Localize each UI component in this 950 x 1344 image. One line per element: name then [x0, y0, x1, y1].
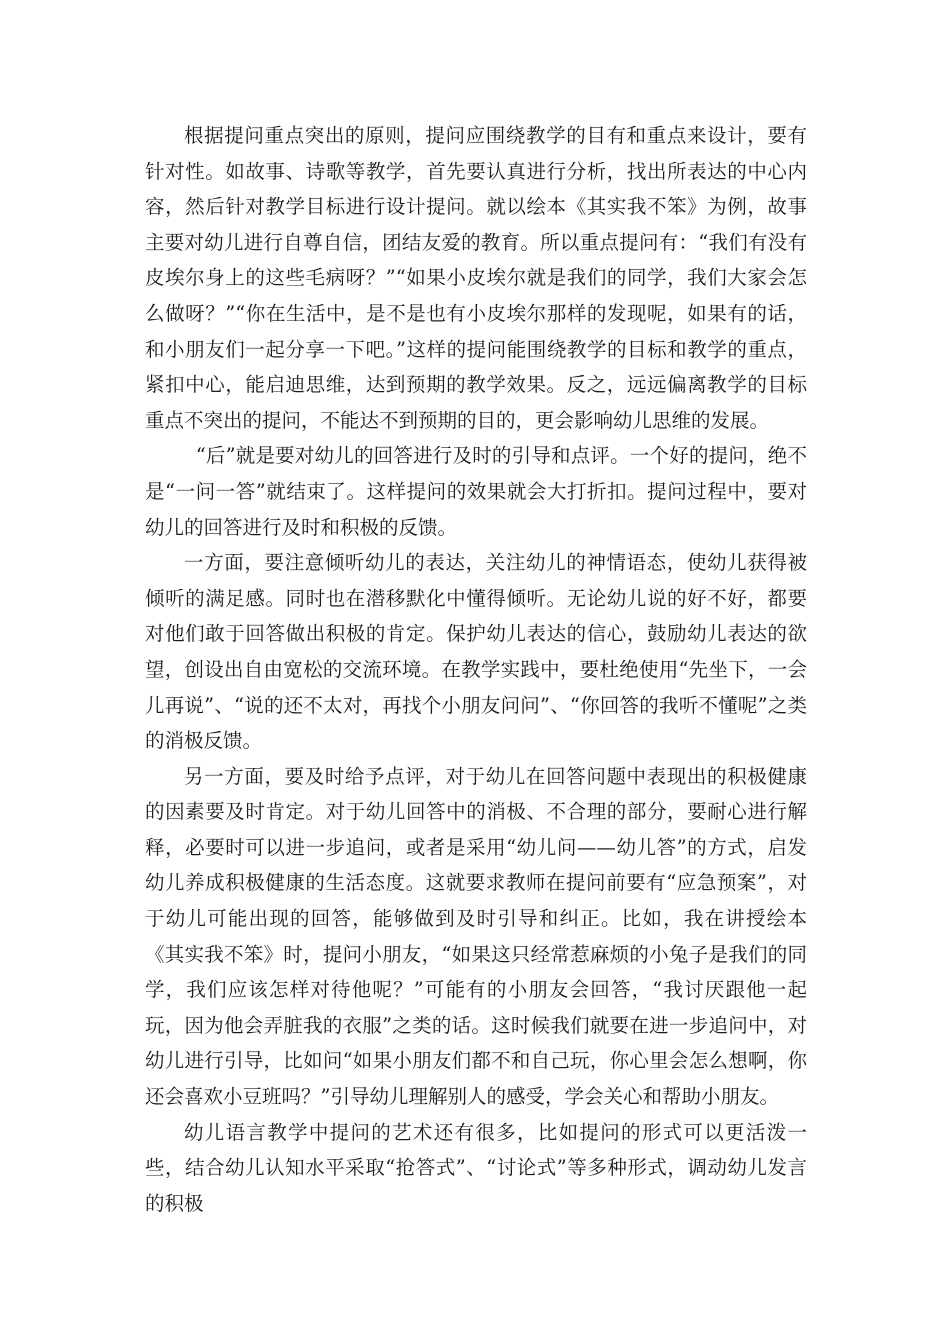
- paragraph-timely-comment: 另一方面，要及时给予点评，对于幼儿在回答问题中表现出的积极健康的因素要及时肯定。对于幼儿回答中的消极、不合理的部分，要耐心进行解释，必要时可以进一步追问，或者是采用“幼儿问——幼儿答”的方式，启发幼儿养成积极健康的生活态度。这就要求教师在提问前要有“应急预案”，对于幼儿可能出现的回答，能够做到及时引导和纠正。比如，我在讲授绘本《其实我不笨》时，提问小朋友，“如果这只经常惹麻烦的小兔子是我们的同学，我们应该怎样对待他呢？”可能有的小朋友会回答，“我讨厌跟他一起玩，因为他会弄脏我的衣服”之类的话。这时候我们就要在进一步追问中，对幼儿进行引导，比如问“如果小朋友们都不和自己玩，你心里会怎么想啊，你还会喜欢小豆班吗？”引导幼儿理解别人的感受，学会关心和帮助小朋友。: [145, 764, 807, 1109]
- document-body: [145, 118, 807, 1221]
- paragraph-listening: 一方面，要注意倾听幼儿的表达，关注幼儿的神情语态，使幼儿获得被倾听的满足感。同时也在潜移默化中懂得倾听。无论幼儿说的好不好，都要对他们敢于回答做出积极的肯定。保护幼儿表达的信心，鼓励幼儿表达的欲望，创设出自由宽松的交流环境。在教学实践中，要杜绝使用“先坐下，一会儿再说”、“说的还不太对，再找个小朋友问问”、“你回答的我听不懂呢”之类的消极反馈。: [145, 551, 807, 753]
- paragraph-after-feedback: “后”就是要对幼儿的回答进行及时的引导和点评。一个好的提问，绝不是“一问一答”就结束了。这样提问的效果就会大打折扣。提问过程中，要对幼儿的回答进行及时和积极的反馈。: [145, 444, 807, 539]
- paragraph-questioning-art: 幼儿语言教学中提问的艺术还有很多，比如提问的形式可以更活泼一些，结合幼儿认知水平采取“抢答式”、“讨论式”等多种形式，调动幼儿发言的积极: [145, 1120, 807, 1215]
- paragraph-key-question-principle: 根据提问重点突出的原则，提问应围绕教学的目有和重点来设计，要有针对性。如故事、诗歌等教学，首先要认真进行分析，找出所表达的中心内容，然后针对教学目标进行设计提问。就以绘本《其实我不笨》为例，故事主要对幼儿进行自尊自信，团结友爱的教育。所以重点提问有：“我们有没有皮埃尔身上的这些毛病呀？”“如果小皮埃尔就是我们的同学，我们大家会怎么做呀？”“你在生活中，是不是也有小皮埃尔那样的发现呢，如果有的话，和小朋友们一起分享一下吧。”这样的提问能围绕教学的目标和教学的重点，紧扣中心，能启迪思维，达到预期的教学效果。反之，远远偏离教学的目标重点不突出的提问，不能达不到预期的目的，更会影响幼儿思维的发展。: [145, 124, 807, 432]
